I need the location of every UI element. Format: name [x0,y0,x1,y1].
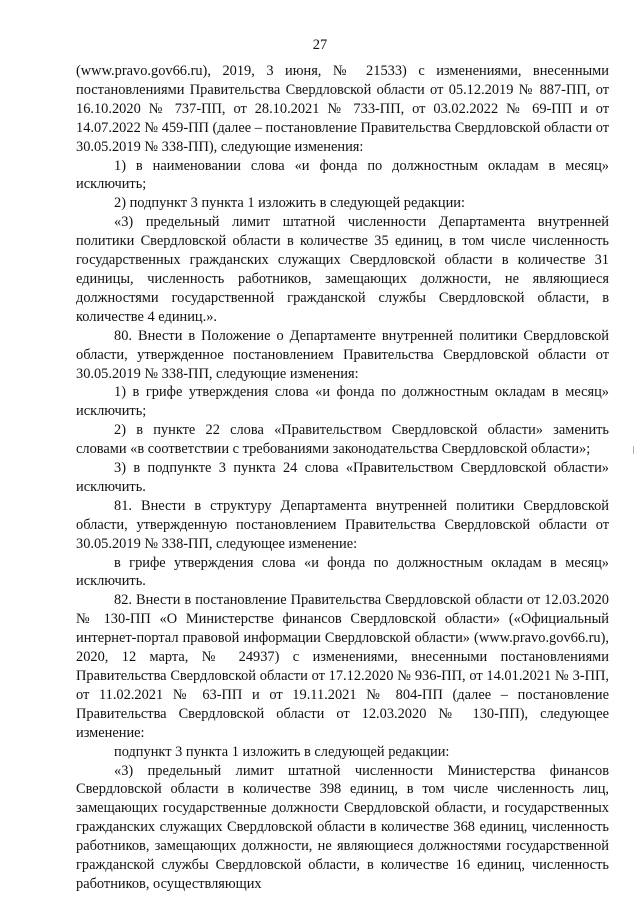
paragraph-80: 80. Внести в Положение о Департаменте внутренней политики Свердловской области, утвержденное постановлением Правительства Свердловской области от 30.05.2019 № 338-ПП, следующие изменения: [76,327,609,382]
page-number: 27 [312,37,328,53]
paragraph-80-item-3: 3) в подпункте 3 пункта 24 слова «Правительством Свердловской области» исключить. [76,460,609,495]
paragraph-82: 82. Внести в постановление Правительства Свердловской области от 12.03.2020 № 130-ПП «О Министерстве финансов Свердловской области» («Официальный интернет-портал правовой информации Свердловской области» (www.pravo.gov66.ru), 2020, 12 марта, № 24937) с изменениями, внесенными постановлениями Правительства Свердловской области от 17.12.2020 № 936-ПП, от 14.01.2021 № 3-ПП, от 11.02.2021 № 63-ПП и от 19.11.2021 № 804-ПП (далее – постановление Правительства Свердловской области от 12.03.2020 № 130-ПП), следующее изменение: [76,592,609,741]
paragraph-continuation: (www.pravo.gov66.ru), 2019, 3 июня, № 21533) с изменениями, внесенными постановлениями Правительства Свердловской области от 05.12.2019 № 887-ПП, от 16.10.2020 № 737-ПП, от 28.10.2021 № 733-ПП, от 03.02.2022 № 69-ПП и от 14.07.2022 № 459-ПП (далее – постановление Правительства Свердловской области от 30.05.2019 № 338-ПП), следующие изменения: [76,63,609,155]
paragraph-item-1: 1) в наименовании слова «и фонда по должностным окладам в месяц» исключить; [76,157,609,193]
paragraph-81-change: в грифе утверждения слова «и фонда по должностным окладам в месяц» исключить. [76,554,609,590]
paragraph-81: 81. Внести в структуру Департамента внутренней политики Свердловской области, утвержденную постановлением Правительства Свердловской области от 30.05.2019 № 338-ПП, следующее изменение: [76,497,609,552]
paragraph-80-item-2: 2) в пункте 22 слова «Правительством Свердловской области» заменить словами «в соответствии с требованиями законодательства Свердловской области»; [76,422,609,458]
scan-margin-mark [633,446,634,454]
paragraph-quote-sub3: «3) предельный лимит штатной численности Департамента внутренней политики Свердловской области в количестве 35 единиц, в том числе численность государственных гражданских служащих Свердловской области в количестве 31 единицы, численность работников, замещающих должности, не являющиеся должностями государственной гражданской службы Свердловской области, в количестве 4 единиц.». [76,214,609,325]
paragraph-82-quote: «3) предельный лимит штатной численности Министерства финансов Свердловской области в количестве 398 единиц, в том числе численность лиц, замещающих государственные должности Свердловской области, и государственных гражданских служащих Свердловской области в количестве 368 единиц, численность работников, замещающих должности, не являющиеся должностями государственной гражданской службы Свердловской области, в количестве 16 единиц, численность работников, осуществляющих [76,762,609,892]
paragraph-item-2: 2) подпункт 3 пункта 1 изложить в следующей редакции: [114,195,465,212]
document-body [76,62,609,894]
paragraph-82-change: подпункт 3 пункта 1 изложить в следующей редакции: [114,743,450,760]
paragraph-80-item-1: 1) в грифе утверждения слова «и фонда по должностным окладам в месяц» исключить; [76,384,609,420]
